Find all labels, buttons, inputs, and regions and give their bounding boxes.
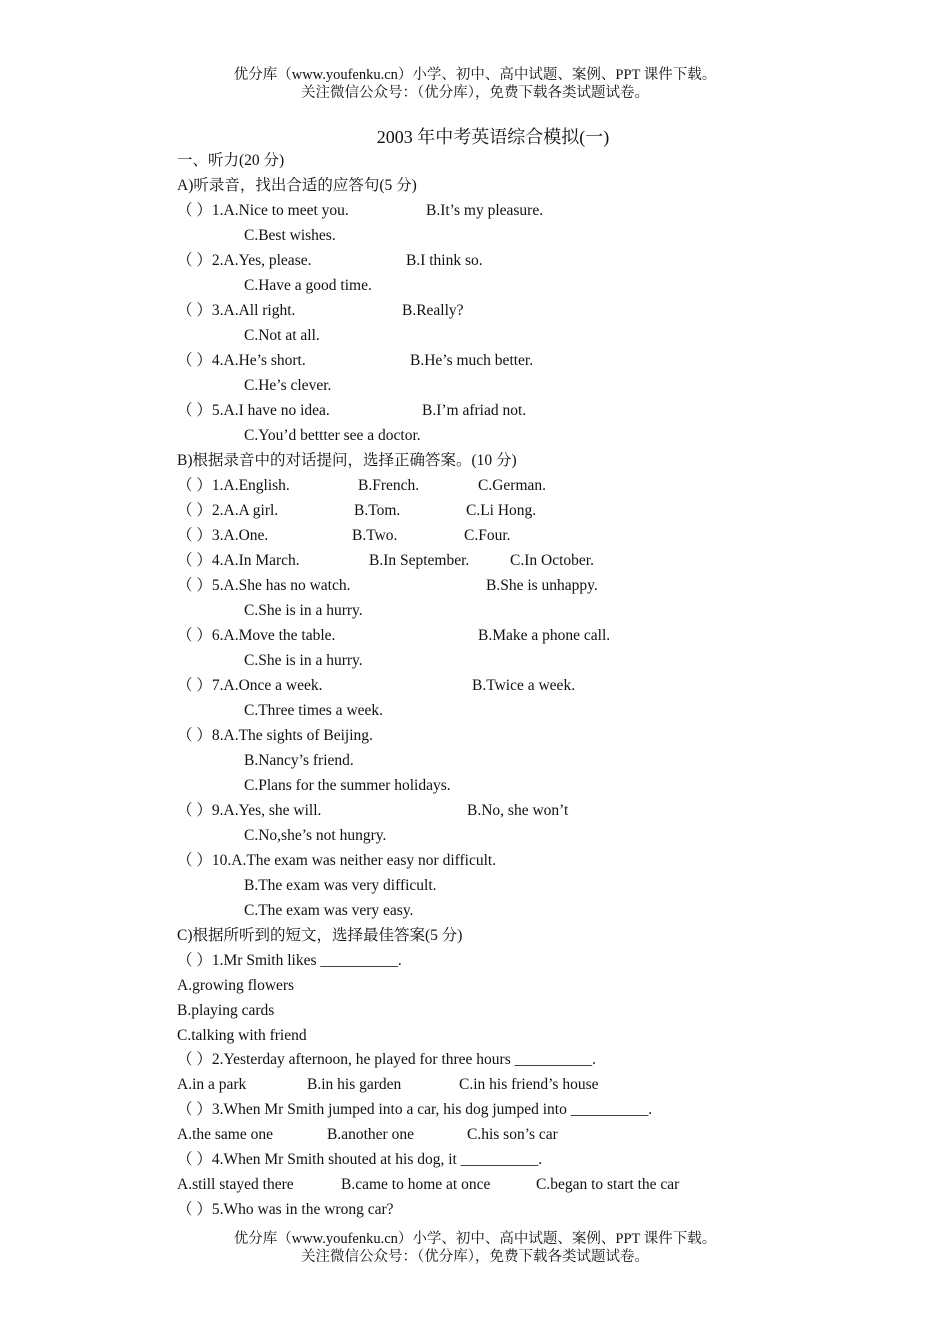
question-b6-option-c: C.She is in a hurry. xyxy=(244,652,363,669)
question-c1: （ ）1.Mr Smith likes __________. xyxy=(177,952,402,969)
question-a4: （ ）4.A.He’s short. B.He’s much better. xyxy=(177,352,534,369)
question-c4: （ ）4.When Mr Smith shouted at his dog, it __________. xyxy=(177,1151,543,1168)
question-a3: （ ）3.A.All right. B.Really? xyxy=(177,302,464,319)
question-b4: （ ）4.A.In March. B.In September. C.In October. xyxy=(177,552,594,569)
question-c2-options: A.in a park B.in his garden C.in his friend’s house xyxy=(177,1076,599,1093)
question-c3: （ ）3.When Mr Smith jumped into a car, his dog jumped into __________. xyxy=(177,1101,653,1118)
question-b10-option-b: B.The exam was very difficult. xyxy=(244,877,437,894)
question-a3-option-c: C.Not at all. xyxy=(244,327,320,344)
question-b8-option-c: C.Plans for the summer holidays. xyxy=(244,777,451,794)
question-a2-option-c: C.Have a good time. xyxy=(244,277,372,294)
section-listening-heading: 一、听力(20 分) xyxy=(177,152,285,169)
part-c-heading: C)根据所听到的短文，选择最佳答案(5 分) xyxy=(177,927,463,944)
question-a5-option-c: C.You’d bettter see a doctor. xyxy=(244,427,421,444)
question-b2: （ ）2.A.A girl. B.Tom. C.Li Hong. xyxy=(177,502,537,519)
question-c3-options: A.the same one B.another one C.his son’s car xyxy=(177,1126,558,1143)
question-b8-option-b: B.Nancy’s friend. xyxy=(244,752,354,769)
question-c4-options: A.still stayed there B.came to home at once C.began to start the car xyxy=(177,1176,680,1193)
question-a4-option-c: C.He’s clever. xyxy=(244,377,332,394)
header-line-2: 关注微信公众号：（优分库），免费下载各类试题试卷。 xyxy=(301,85,649,101)
question-a2: （ ）2.A.Yes, please. B.I think so. xyxy=(177,252,483,269)
question-c1-option-b: B.playing cards xyxy=(177,1002,275,1019)
footer-line-1: 优分库（www.youfenku.cn）小学、初中、高中试题、案例、PPT 课件下载。 xyxy=(233,1231,717,1247)
question-b10-option-c: C.The exam was very easy. xyxy=(244,902,414,919)
question-b6: （ ）6.A.Move the table. B.Make a phone call. xyxy=(177,627,611,644)
question-b9: （ ）9.A.Yes, she will. B.No, she won’t xyxy=(177,802,569,819)
question-b10: （ ）10.A.The exam was neither easy nor difficult. xyxy=(177,852,497,869)
question-b7-option-c: C.Three times a week. xyxy=(244,702,384,719)
question-b3: （ ）3.A.One. B.Two. C.Four. xyxy=(177,527,511,544)
footer-line-2: 关注微信公众号：（优分库），免费下载各类试题试卷。 xyxy=(301,1249,649,1265)
question-a5: （ ）5.A.I have no idea. B.I’m afriad not. xyxy=(177,402,527,419)
question-c1-option-a: A.growing flowers xyxy=(177,977,295,994)
question-c1-option-c: C.talking with friend xyxy=(177,1027,307,1044)
question-b7: （ ）7.A.Once a week. B.Twice a week. xyxy=(177,677,576,694)
question-c5: （ ）5.Who was in the wrong car? xyxy=(177,1201,394,1218)
question-b1: （ ）1.A.English. B.French. C.German. xyxy=(177,477,547,494)
page-title: 2003 年中考英语综合模拟(一) xyxy=(376,127,610,147)
question-b8: （ ）8.A.The sights of Beijing. xyxy=(177,727,373,744)
part-a-heading: A)听录音，找出合适的应答句(5 分) xyxy=(177,177,417,194)
question-a1: （ ）1.A.Nice to meet you. B.It’s my pleasure. xyxy=(177,202,544,219)
question-b9-option-c: C.No,she’s not hungry. xyxy=(244,827,387,844)
question-a1-option-c: C.Best wishes. xyxy=(244,227,336,244)
question-b5: （ ）5.A.She has no watch. B.She is unhappy. xyxy=(177,577,598,594)
header-line-1: 优分库（www.youfenku.cn）小学、初中、高中试题、案例、PPT 课件下载。 xyxy=(233,67,717,83)
part-b-heading: B)根据录音中的对话提问，选择正确答案。(10 分) xyxy=(177,452,517,469)
question-b5-option-c: C.She is in a hurry. xyxy=(244,602,363,619)
question-c2: （ ）2.Yesterday afternoon, he played for three hours __________. xyxy=(177,1051,596,1068)
